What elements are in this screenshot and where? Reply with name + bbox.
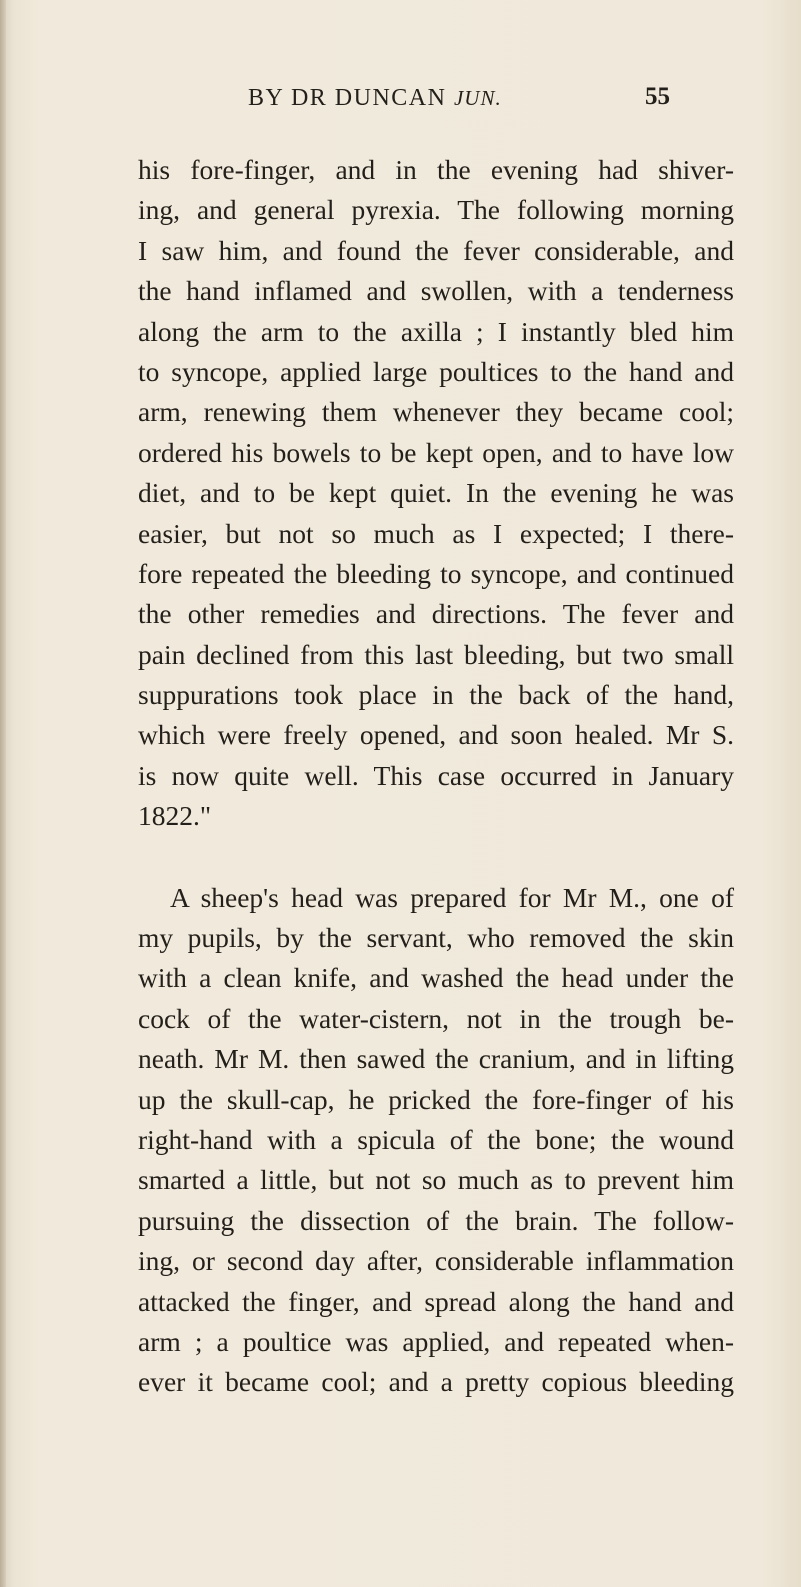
page-number: 55 — [645, 83, 670, 110]
text-line: pain declined from this last bleeding, but two small — [138, 638, 734, 670]
text-line: which were freely opened, and soon healed. Mr S. — [138, 719, 734, 751]
text-line: attacked the finger, and spread along the hand and — [138, 1285, 734, 1317]
running-head-author: BY DR DUNCAN — [248, 85, 447, 111]
text-line: to syncope, applied large poultices to the hand and — [138, 355, 734, 387]
text-line: my pupils, by the servant, who removed the skin — [138, 922, 734, 954]
text-line: fore repeated the bleeding to syncope, and continued — [138, 557, 734, 589]
paragraph-1 — [138, 150, 734, 837]
text-line: along the arm to the axilla ; I instantly bled him — [138, 315, 734, 347]
text-line: the other remedies and directions. The fever and — [138, 598, 734, 630]
text-line: ing, or second day after, considerable inflammation — [138, 1245, 734, 1277]
text-line: 1822." — [138, 800, 212, 832]
text-line: with a clean knife, and washed the head under the — [138, 962, 734, 994]
text-line: is now quite well. This case occurred in January — [138, 759, 734, 791]
text-line: up the skull-cap, he pricked the fore-finger of his — [138, 1083, 734, 1115]
text-line: arm ; a poultice was applied, and repeated when- — [138, 1325, 734, 1357]
running-head — [248, 85, 502, 112]
text-line: easier, but not so much as I expected; I there- — [138, 517, 734, 549]
text-line: arm, renewing them whenever they became cool; — [138, 396, 734, 428]
text-line: I saw him, and found the fever considerable, and — [138, 234, 734, 266]
text-line: his fore-finger, and in the evening had shiver- — [138, 154, 734, 185]
page-binding-edge — [0, 0, 6, 1587]
paragraph-spacer — [138, 837, 734, 878]
text-line: A sheep's head was prepared for Mr M., one of — [170, 881, 734, 913]
text-line: smarted a little, but not so much as to prevent him — [138, 1164, 734, 1196]
page-header — [0, 75, 801, 115]
paragraph-2 — [138, 878, 734, 1403]
text-line: suppurations took place in the back of the hand, — [138, 679, 734, 711]
text-line: cock of the water-cistern, not in the trough be- — [138, 1002, 734, 1034]
text-line: the hand inflamed and swollen, with a tenderness — [138, 275, 734, 307]
text-line: neath. Mr M. then sawed the cranium, and in lifting — [138, 1043, 734, 1075]
text-line: right-hand with a spicula of the bone; the wound — [138, 1123, 734, 1155]
text-line: ever it became cool; and a pretty copious bleeding — [138, 1366, 734, 1398]
text-line: pursuing the dissection of the brain. The follow- — [138, 1204, 734, 1236]
running-head-suffix: JUN. — [453, 86, 502, 110]
text-line: ordered his bowels to be kept open, and to have low — [138, 436, 734, 468]
text-line: ing, and general pyrexia. The following morning — [138, 194, 734, 226]
text-line: diet, and to be kept quiet. In the evening he was — [138, 477, 734, 509]
body-text — [138, 150, 734, 1403]
